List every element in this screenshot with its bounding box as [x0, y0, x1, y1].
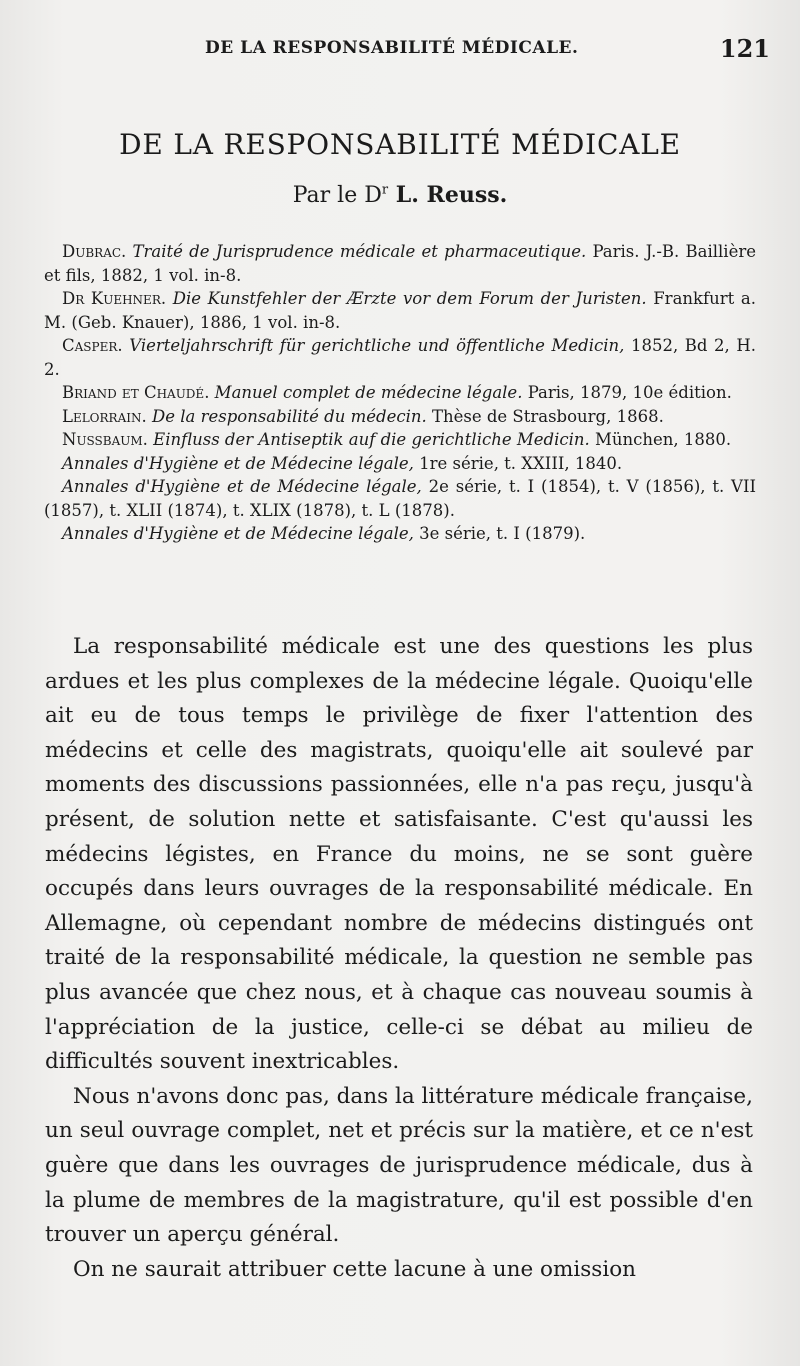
author-prefix-sup: r	[381, 182, 389, 198]
ref-author: Casper.	[62, 336, 123, 355]
ref-details: München, 1880.	[589, 430, 732, 449]
bibliography	[44, 240, 756, 546]
ref-details: Paris. J.-B. Baillière et fils, 1882, 1 vol. in-8.	[44, 242, 756, 285]
ref-details: Thèse de Strasbourg, 1868.	[426, 406, 664, 426]
page-number: 121	[719, 34, 770, 63]
running-head	[0, 34, 800, 64]
paragraph: On ne saurait attribuer cette lacune à une omission	[73, 1256, 636, 1282]
article-author	[0, 182, 800, 208]
bibliography-entry	[44, 334, 756, 381]
ref-details: 1re série, t. XXIII, 1840.	[413, 453, 623, 473]
ref-details: 1852, Bd 2, H. 2.	[44, 336, 756, 379]
bibliography-entry	[44, 452, 756, 476]
ref-author: Dubrac.	[62, 242, 127, 261]
ref-author: Briand et Chaudé.	[62, 383, 210, 402]
author-prefix: Par le D	[292, 183, 382, 208]
ref-title: Annales d'Hygiène et de Médecine légale,	[62, 477, 422, 496]
bibliography-entry	[44, 405, 756, 429]
body-text	[45, 630, 753, 1287]
ref-title: Annales d'Hygiène et de Médecine légale,	[62, 524, 414, 543]
ref-details: 3e série, t. I (1879).	[413, 524, 586, 543]
bibliography-entry	[44, 522, 756, 546]
bibliography-entry	[44, 475, 756, 522]
ref-title: Manuel complet de médecine légale.	[209, 383, 523, 402]
running-head-title: DE LA RESPONSABILITÉ MÉDICALE.	[205, 38, 579, 58]
ref-title: Die Kunstfehler der Ærzte vor dem Forum der Juristen.	[166, 289, 647, 308]
ref-title: Vierteljahrschrift für gerichtliche und öffentliche Medicin,	[122, 336, 625, 355]
ref-title: De la responsabilité du médecin.	[146, 406, 427, 426]
ref-author: Nussbaum.	[62, 430, 148, 449]
bibliography-entry	[44, 381, 756, 405]
author-name: L. Reuss.	[388, 182, 508, 208]
bibliography-entry	[44, 287, 756, 334]
ref-details: 2e série, t. I (1854), t. V (1856), t. VII (1857), t. XLII (1874), t. XLIX (1878), t. L (1878).	[44, 477, 756, 520]
ref-title: Annales d'Hygiène et de Médecine légale,	[62, 453, 414, 473]
ref-author: Lelorrain.	[62, 406, 147, 426]
paragraph: La responsabilité médicale est une des questions les plus ardues et les plus complexes de la médecine légale. Quoiqu'elle ait eu de tous temps le privilège de fixer l'attention des médecins et celle des magistrats, quoiqu'elle ait soulevé par moments des discussions passionnées, elle n'a pas reçu, jusqu'à présent, de solution nette et satisfaisante. C'est qu'aussi les médecins légistes, en France du moins, ne se sont guère occupés dans leurs ouvrages de la responsabilité médicale. En Allemagne, où cependant nombre de médecins distingués ont traité de la responsabilité médicale, la question ne semble pas plus avancée que chez nous, et à chaque cas nouveau soumis à l'appréciation de la justice, celle-ci se débat au milieu de difficultés souvent inextricables.	[45, 634, 753, 1075]
ref-title: Einfluss der Antiseptik auf die gerichtliche Medicin.	[147, 430, 590, 449]
bibliography-entry	[44, 240, 756, 287]
ref-title: Traité de Jurisprudence médicale et pharmaceutique.	[126, 242, 587, 261]
bibliography-entry	[44, 428, 756, 452]
ref-author: Dr Kuehner.	[62, 289, 167, 308]
article-title: DE LA RESPONSABILITÉ MÉDICALE	[119, 128, 681, 161]
ref-details: Frankfurt a. M. (Geb. Knauer), 1886, 1 vol. in-8.	[44, 289, 756, 332]
paragraph: Nous n'avons donc pas, dans la littérature médicale française, un seul ouvrage complet, net et précis sur la matière, et ce n'est guère que dans les ouvrages de jurisprudence médicale, dus à la plume de membres de la magistrature, qu'il est possible d'en trouver un aperçu général.	[45, 1083, 753, 1248]
ref-details: Paris, 1879, 10e édition.	[522, 383, 732, 402]
